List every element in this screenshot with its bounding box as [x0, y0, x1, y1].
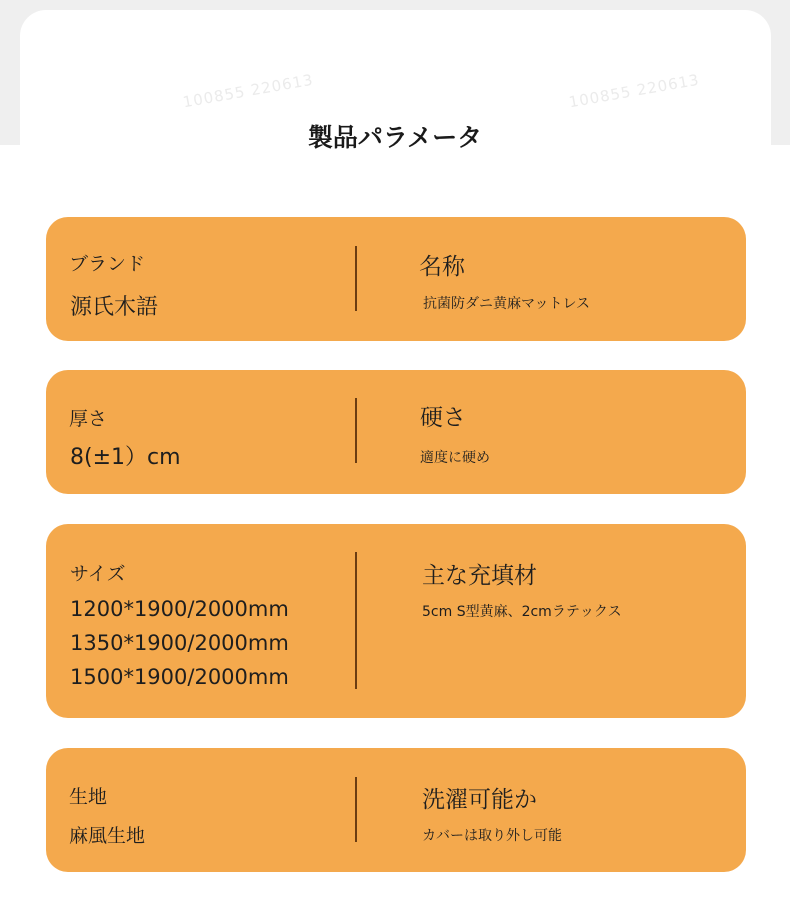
size-label: サイズ	[70, 563, 126, 585]
param-card-fabric	[46, 748, 746, 872]
param-card-size	[46, 524, 746, 718]
size-value-1: 1200*1900/2000mm	[70, 597, 289, 621]
card-divider	[355, 777, 357, 842]
size-value-3: 1500*1900/2000mm	[70, 665, 289, 689]
hardness-label: 硬さ	[420, 405, 466, 431]
brand-label: ブランド	[69, 253, 146, 275]
watermark: 100855 220613	[567, 70, 701, 112]
washable-value: カバーは取り外し可能	[422, 828, 562, 844]
filling-label: 主な充填材	[422, 563, 537, 589]
fabric-value: 麻風生地	[69, 825, 146, 847]
size-value-2: 1350*1900/2000mm	[70, 631, 289, 655]
hardness-value: 適度に硬め	[420, 450, 490, 466]
param-card-brand	[46, 217, 746, 341]
card-divider	[355, 552, 357, 689]
thickness-label: 厚さ	[69, 408, 108, 430]
name-value: 抗菌防ダニ黄麻マットレス	[423, 296, 591, 312]
washable-label: 洗濯可能か	[422, 787, 537, 813]
name-label: 名称	[419, 254, 465, 280]
card-divider	[355, 398, 357, 463]
watermark: 100855 220613	[181, 70, 315, 112]
thickness-value: 8(±1）cm	[70, 445, 181, 470]
page-title: 製品パラメータ	[307, 123, 483, 152]
card-divider	[355, 246, 357, 311]
filling-value: 5cm S型黄麻、2cmラテックス	[422, 604, 622, 620]
fabric-label: 生地	[69, 786, 108, 808]
param-card-thickness	[46, 370, 746, 494]
brand-value: 源氏木語	[70, 295, 159, 320]
